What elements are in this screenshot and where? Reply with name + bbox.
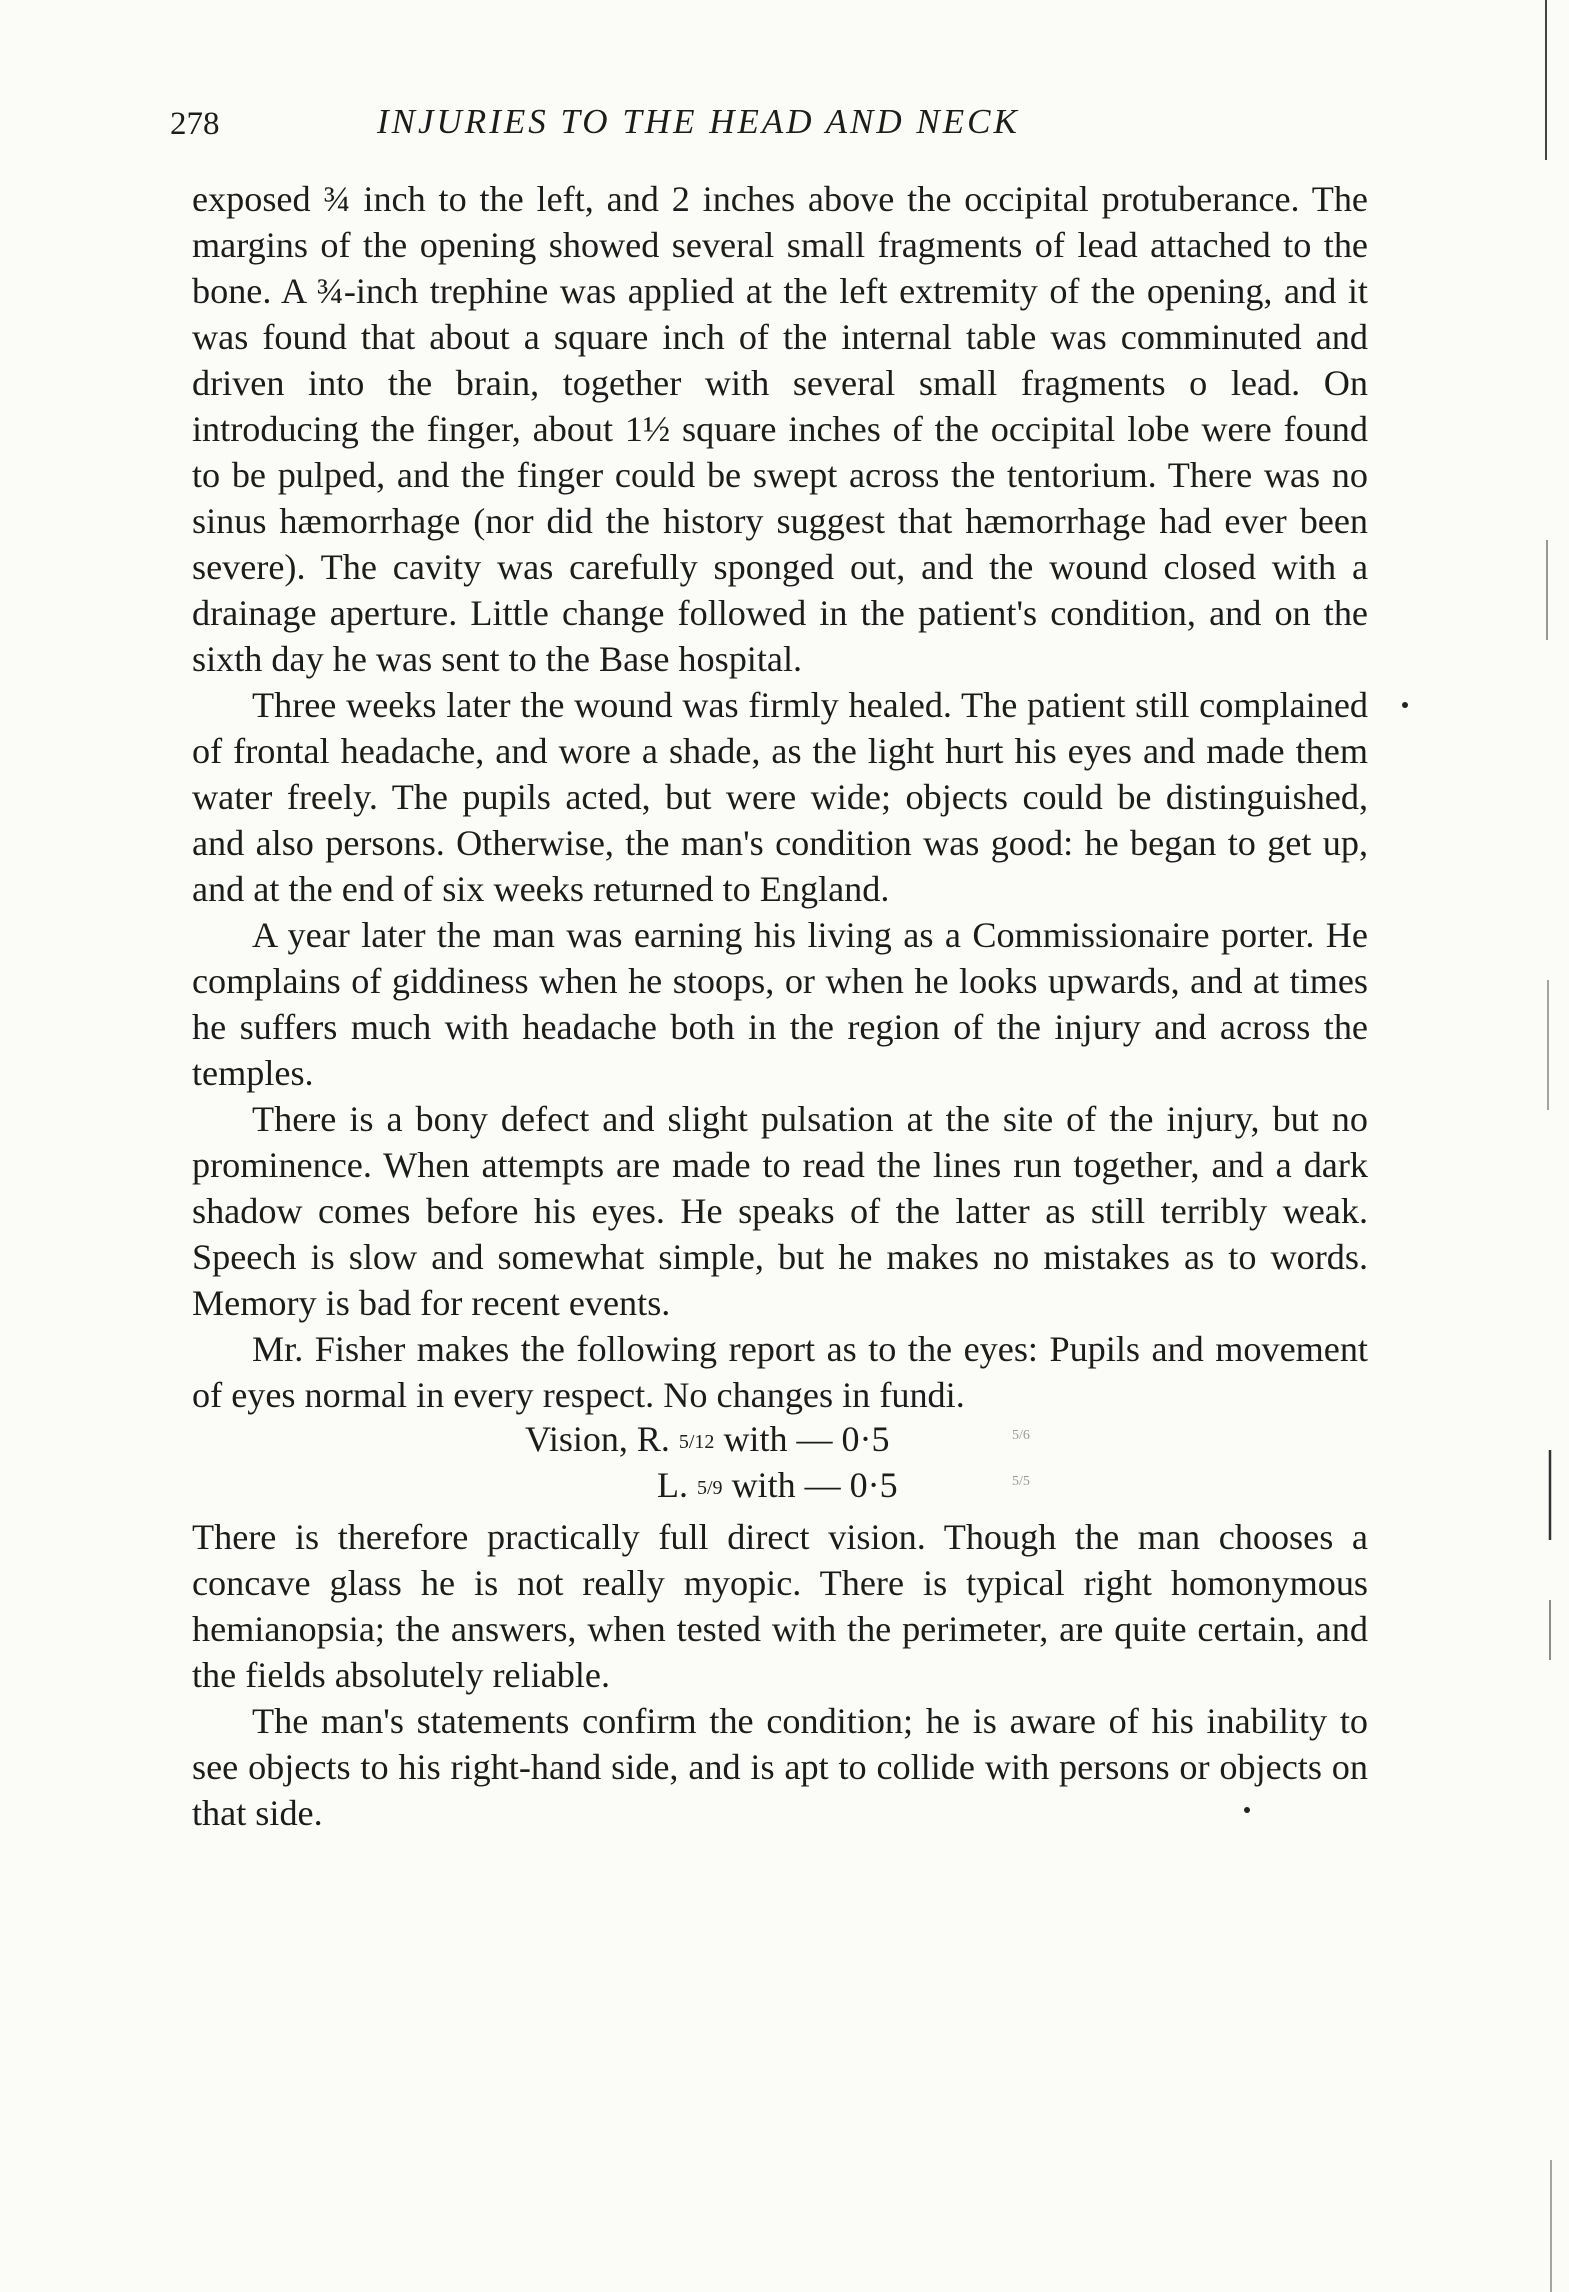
paragraph-2: Three weeks later the wound was firmly healed. The patient still complained of frontal headache, and wore a shade, as the light hurt his eyes and made them water freely. The pupils acted, but were wide; objects could be distinguished, and also persons. Otherwise, the man's condition was good: he began to get up, and at the end of six weeks returned to England. — [192, 685, 1368, 909]
vision-left-result: 5/5 — [1012, 1474, 1030, 1489]
vision-left-with: with — [731, 1465, 796, 1505]
running-title: INJURIES TO THE HEAD AND NECK — [377, 102, 1020, 141]
paragraph-1: exposed ¾ inch to the left, and 2 inches above the occipital protuberance. The margins of the opening showed several small fragments of lead attached to the bone. A ¾-inch trephine was applied at the left extremity of the opening, and it was found that about a square inch of the internal table was comminuted and driven into the brain, together with several small fragments o lead. On introducing the finger, about 1½ square inches of the occipital lobe were found to be pulped, and the finger could be swept across the tentorium. There was no sinus hæmorrhage (nor did the history suggest that hæmorrhage had ever been severe). The cavity was carefully sponged out, and the wound closed with a drainage aperture. Little change followed in the patient's condition, and on the sixth day he was sent to the Base hospital. — [192, 179, 1368, 679]
paragraph-5: Mr. Fisher makes the following report as to the eyes: Pupils and movement of eyes normal in every respect. No changes in fundi. — [192, 1329, 1368, 1415]
vision-right-result: 5/6 — [1012, 1428, 1030, 1443]
paragraph-6: There is therefore practically full direct vision. Though the man chooses a concave glass he is not really myopic. There is typical right homonymous hemianopsia; the answers, when tested with the perimeter, are quite certain, and the fields absolutely reliable. — [192, 1517, 1368, 1695]
page-number: 278 — [170, 106, 220, 142]
vision-left-correction: — 0·5 — [804, 1465, 898, 1505]
paragraph-7: The man's statements confirm the condition; he is aware of his inability to see objects to his right-hand side, and is apt to collide with persons or objects on that side. — [192, 1701, 1368, 1833]
vision-right-ratio: 5/12 — [678, 1431, 715, 1453]
vision-right-with: with — [723, 1419, 788, 1459]
vision-right-label: Vision, R. — [525, 1419, 670, 1459]
vision-left-ratio: 5/9 — [697, 1477, 723, 1499]
paragraph-3: A year later the man was earning his living as a Commissionaire porter. He complains of giddiness when he stoops, or when he looks upwards, and at times he suffers much with headache both in the region of the injury and across the temples. — [192, 915, 1368, 1093]
paragraph-4: There is a bony defect and slight pulsation at the site of the injury, but no prominence. When attempts are made to read the lines run together, and a dark shadow comes before his eyes. He speaks of the latter as still terribly weak. Speech is slow and somewhat simple, but he makes no mistakes as to words. Memory is bad for recent events. — [192, 1099, 1368, 1323]
vision-right-correction: — 0·5 — [796, 1419, 890, 1459]
vision-left-label: L. — [657, 1465, 688, 1505]
